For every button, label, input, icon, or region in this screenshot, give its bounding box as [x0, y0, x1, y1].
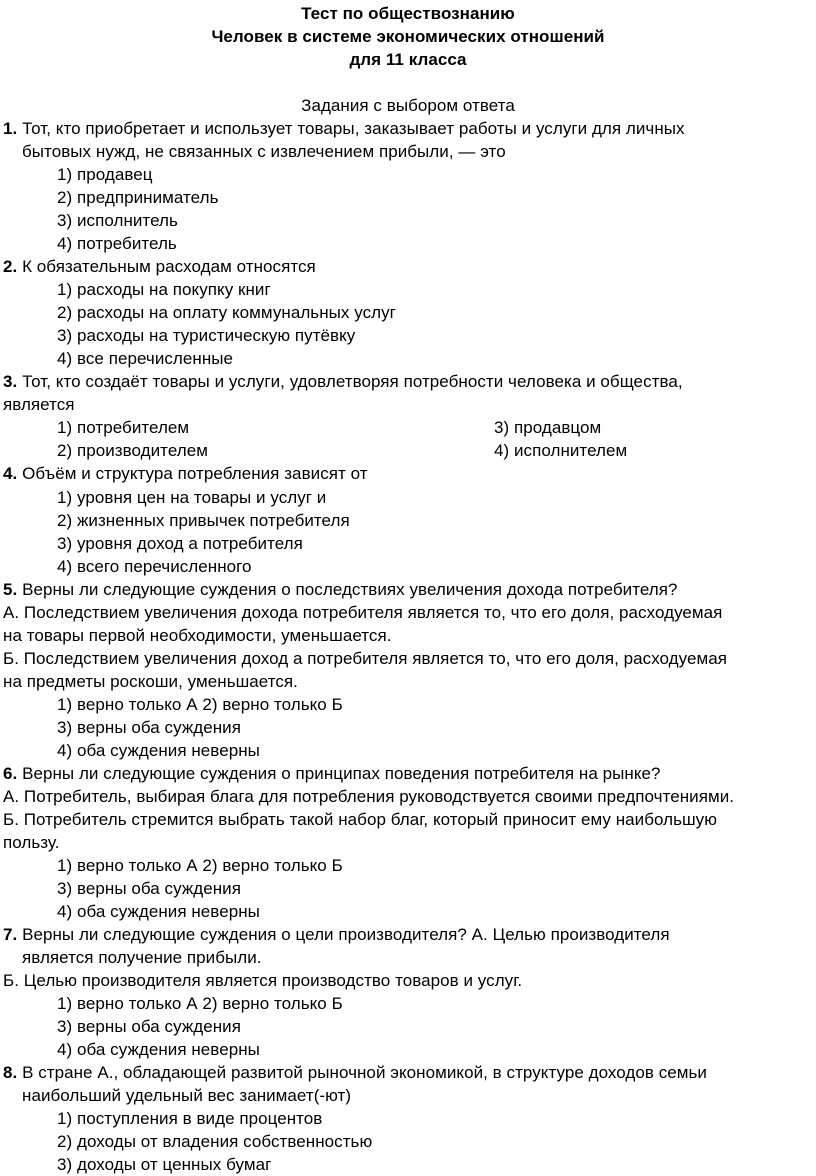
q4-option-2: 2) жизненных привычек потребителя	[57, 511, 350, 530]
q4-option-1: 1) уровня цен на товары и услуг и	[57, 488, 327, 507]
question-8-cont: наибольший удельный вес занимает(-ют)	[22, 1086, 352, 1105]
q8-option-2: 2) доходы от владения собственностью	[57, 1132, 373, 1151]
question-7: 7. Верны ли следующие суждения о цели производителя? А. Целью производителя	[3, 925, 670, 944]
q1-option-4: 4) потребитель	[57, 234, 177, 253]
q3-option-1: 1) потребителем	[57, 418, 190, 437]
question-2: 2. К обязательным расходам относятся	[3, 257, 316, 276]
q5-option-4: 4) оба суждения неверны	[57, 741, 260, 760]
question-5: 5. Верны ли следующие суждения о последствиях увеличения дохода потребителя?	[3, 580, 678, 599]
q6-statement-b: Б. Потребитель стремится выбрать такой набор благ, который приносит ему наибольшую	[3, 810, 718, 829]
q2-option-1: 1) расходы на покупку книг	[57, 280, 271, 299]
question-1-cont: бытовых нужд, не связанных с извлечением прибыли, — это	[22, 142, 506, 161]
q5-statement-a: А. Последствием увеличения дохода потребителя является то, что его доля, расходуемая	[3, 603, 723, 622]
q3-option-3: 3) продавцом	[494, 418, 602, 437]
q6-statement-b-cont: пользу.	[3, 833, 60, 852]
q4-option-4: 4) всего перечисленного	[57, 557, 252, 576]
q8-option-3: 3) доходы от ценных бумаг	[57, 1155, 272, 1174]
q2-option-4: 4) все перечисленные	[57, 349, 234, 368]
q6-statement-a: А. Потребитель, выбирая блага для потребления руководствуется своими предпочтениями.	[3, 787, 735, 806]
q2-option-3: 3) расходы на туристическую путёвку	[57, 326, 356, 345]
q1-option-1: 1) продавец	[57, 165, 153, 184]
q5-statement-b: Б. Последствием увеличения доход а потребителя является то, что его доля, расходуемая	[3, 649, 728, 668]
q1-option-2: 2) предприниматель	[57, 188, 219, 207]
q5-option-3: 3) верны оба суждения	[57, 718, 241, 737]
q6-option-1-2: 1) верно только А 2) верно только Б	[57, 856, 343, 875]
q5-option-1-2: 1) верно только А 2) верно только Б	[57, 695, 343, 714]
q7-option-1-2: 1) верно только А 2) верно только Б	[57, 994, 343, 1013]
q4-option-3: 3) уровня доход а потребителя	[57, 534, 303, 553]
question-6: 6. Верны ли следующие суждения о принципах поведения потребителя на рынке?	[3, 764, 661, 783]
question-3: 3. Тот, кто создаёт товары и услуги, удовлетворяя потребности человека и общества,	[3, 372, 683, 391]
question-1: 1. Тот, кто приобретает и использует товары, заказывает работы и услуги для личных	[3, 119, 685, 138]
q7-option-3: 3) верны оба суждения	[57, 1017, 241, 1036]
question-3-cont: является	[3, 395, 75, 414]
question-8: 8. В стране А., обладающей развитой рыночной экономикой, в структуре доходов семьи	[3, 1063, 707, 1082]
q6-option-4: 4) оба суждения неверны	[57, 902, 260, 921]
question-4: 4. Объём и структура потребления зависят от	[3, 464, 368, 483]
q8-option-1: 1) поступления в виде процентов	[57, 1109, 323, 1128]
q7-option-4: 4) оба суждения неверны	[57, 1040, 260, 1059]
page-subtitle: Человек в системе экономических отношений	[211, 27, 605, 46]
q7-statement-b: Б. Целью производителя является производство товаров и услуг.	[3, 971, 523, 990]
grade-label: для 11 класса	[349, 50, 467, 69]
q5-statement-a-cont: на товары первой необходимости, уменьшается.	[3, 626, 392, 645]
q3-option-2: 2) производителем	[57, 441, 208, 460]
q6-option-3: 3) верны оба суждения	[57, 879, 241, 898]
question-7-cont: является получение прибыли.	[22, 948, 262, 967]
q1-option-3: 3) исполнитель	[57, 211, 178, 230]
page-title: Тест по обществознанию	[301, 4, 515, 23]
section-title: Задания с выбором ответа	[301, 96, 515, 115]
q5-statement-b-cont: на предметы роскоши, уменьшается.	[3, 672, 298, 691]
q3-option-4: 4) исполнителем	[494, 441, 628, 460]
q2-option-2: 2) расходы на оплату коммунальных услуг	[57, 303, 396, 322]
